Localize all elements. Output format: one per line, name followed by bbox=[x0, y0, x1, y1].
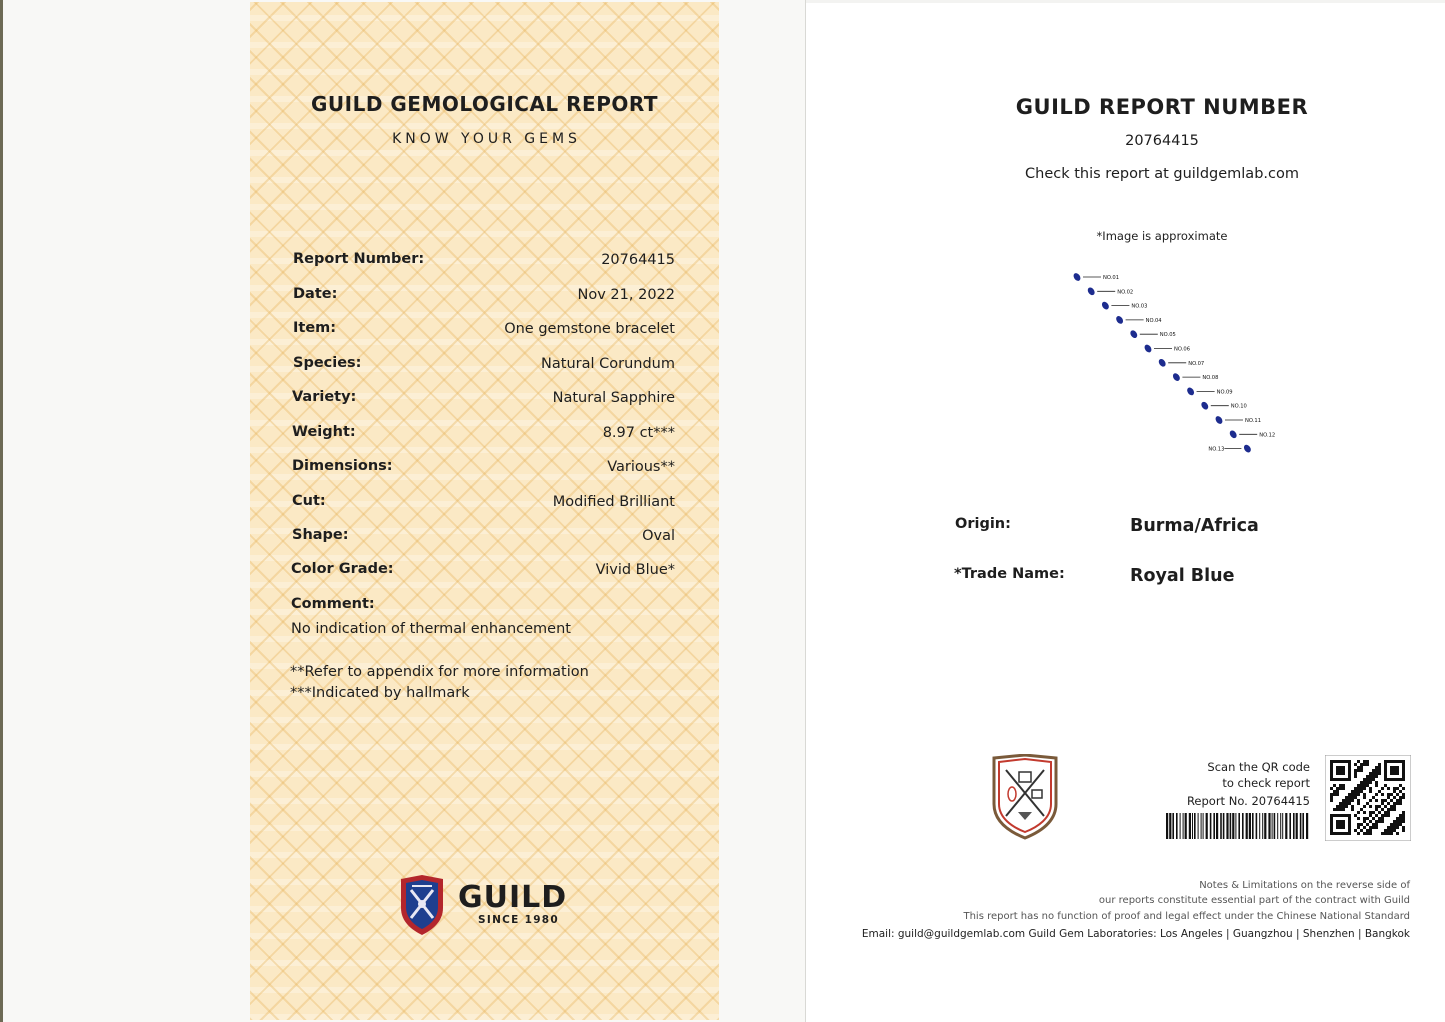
field-value: Vivid Blue* bbox=[595, 562, 675, 578]
stone-label: NO.10 bbox=[1230, 403, 1247, 410]
field-label: Date: bbox=[293, 286, 338, 302]
report-panel bbox=[250, 2, 719, 1020]
guild-shield-icon bbox=[398, 874, 446, 936]
trade-name-label: *Trade Name: bbox=[954, 566, 1065, 582]
report-number-title: GUILD REPORT NUMBER bbox=[1015, 95, 1309, 119]
stone-12 bbox=[1228, 429, 1238, 439]
field-value: One gemstone bracelet bbox=[504, 321, 675, 337]
footnote-hallmark: ***Indicated by hallmark bbox=[290, 685, 470, 701]
field-label: Report Number: bbox=[293, 251, 425, 267]
stone-9 bbox=[1186, 386, 1196, 396]
scan-text-line2: to check report bbox=[1222, 776, 1310, 790]
stone-8 bbox=[1172, 372, 1182, 382]
right-page bbox=[806, 3, 1445, 1022]
field-value: 20764415 bbox=[601, 252, 675, 268]
field-value: Nov 21, 2022 bbox=[577, 287, 675, 303]
brand-name: GUILD bbox=[458, 880, 568, 915]
report-number: 20764415 bbox=[1125, 133, 1199, 149]
field-value: Natural Sapphire bbox=[552, 390, 675, 406]
field-value: Natural Corundum bbox=[541, 356, 675, 372]
bracelet-diagram bbox=[1060, 265, 1285, 465]
stone-1 bbox=[1072, 272, 1082, 282]
field-label: Dimensions: bbox=[292, 458, 393, 474]
field-value: Various** bbox=[607, 459, 675, 475]
footer-note-2: our reports constitute essential part of the contract with Guild bbox=[1098, 895, 1410, 906]
field-label: Variety: bbox=[292, 389, 357, 405]
guild-crest-icon bbox=[990, 754, 1060, 840]
stone-label: NO.07 bbox=[1188, 360, 1205, 367]
stone-7 bbox=[1157, 358, 1167, 368]
stone-label: NO.05 bbox=[1159, 332, 1176, 339]
barcode bbox=[1165, 813, 1310, 839]
qr-report-number: Report No. 20764415 bbox=[1186, 794, 1310, 808]
stone-label: NO.01 bbox=[1103, 275, 1120, 281]
stone-4 bbox=[1115, 315, 1125, 325]
field-value: Modified Brilliant bbox=[552, 494, 675, 510]
stone-10 bbox=[1200, 401, 1210, 411]
report-subtitle: KNOW YOUR GEMS bbox=[392, 131, 581, 147]
stone-label: NO.03 bbox=[1131, 303, 1148, 310]
stone-6 bbox=[1143, 343, 1153, 353]
comment-text: No indication of thermal enhancement bbox=[291, 621, 571, 637]
stone-label: NO.02 bbox=[1117, 289, 1134, 296]
field-label: Species: bbox=[293, 355, 362, 371]
stone-3 bbox=[1101, 300, 1111, 310]
origin-value: Burma/Africa bbox=[1130, 516, 1259, 536]
stone-label: NO.04 bbox=[1145, 317, 1162, 324]
field-label: Item: bbox=[293, 320, 337, 336]
qr-code[interactable] bbox=[1325, 755, 1411, 841]
field-value: Oval bbox=[642, 528, 675, 544]
footer-contact: Email: guild@guildgemlab.com Guild Gem Laboratories: Los Angeles | Guangzhou | Shenzhen | Bangkok bbox=[861, 928, 1410, 940]
stone-label: NO.06 bbox=[1174, 346, 1191, 353]
check-report-text: Check this report at guildgemlab.com bbox=[1025, 166, 1299, 182]
scan-text-line1: Scan the QR code bbox=[1207, 760, 1310, 774]
origin-label: Origin: bbox=[955, 516, 1011, 532]
stone-13 bbox=[1243, 443, 1253, 453]
comment-label: Comment: bbox=[291, 596, 375, 612]
footer-note-1: Notes & Limitations on the reverse side of bbox=[1199, 880, 1410, 891]
trade-name-value: Royal Blue bbox=[1130, 566, 1235, 586]
brand-since: SINCE 1980 bbox=[478, 914, 560, 926]
stone-11 bbox=[1214, 415, 1224, 425]
field-label: Shape: bbox=[292, 527, 349, 543]
stone-5 bbox=[1129, 329, 1139, 339]
image-note: *Image is approximate bbox=[1096, 229, 1228, 243]
field-value: 8.97 ct*** bbox=[602, 425, 675, 441]
stone-label: NO.11 bbox=[1245, 418, 1262, 424]
report-title: GUILD GEMOLOGICAL REPORT bbox=[310, 92, 658, 116]
footer-note-3: This report has no function of proof and legal effect under the Chinese National Standard bbox=[963, 911, 1410, 922]
field-label: Weight: bbox=[292, 424, 356, 440]
stone-label: NO.12 bbox=[1259, 432, 1276, 439]
stone-2 bbox=[1086, 286, 1096, 296]
footnote-appendix: **Refer to appendix for more information bbox=[290, 664, 589, 680]
stone-label: NO.08 bbox=[1202, 375, 1219, 382]
stone-label: NO.09 bbox=[1216, 389, 1233, 396]
field-label: Color Grade: bbox=[291, 561, 394, 577]
field-label: Cut: bbox=[292, 493, 326, 509]
stone-label: NO.13 bbox=[1208, 446, 1225, 453]
